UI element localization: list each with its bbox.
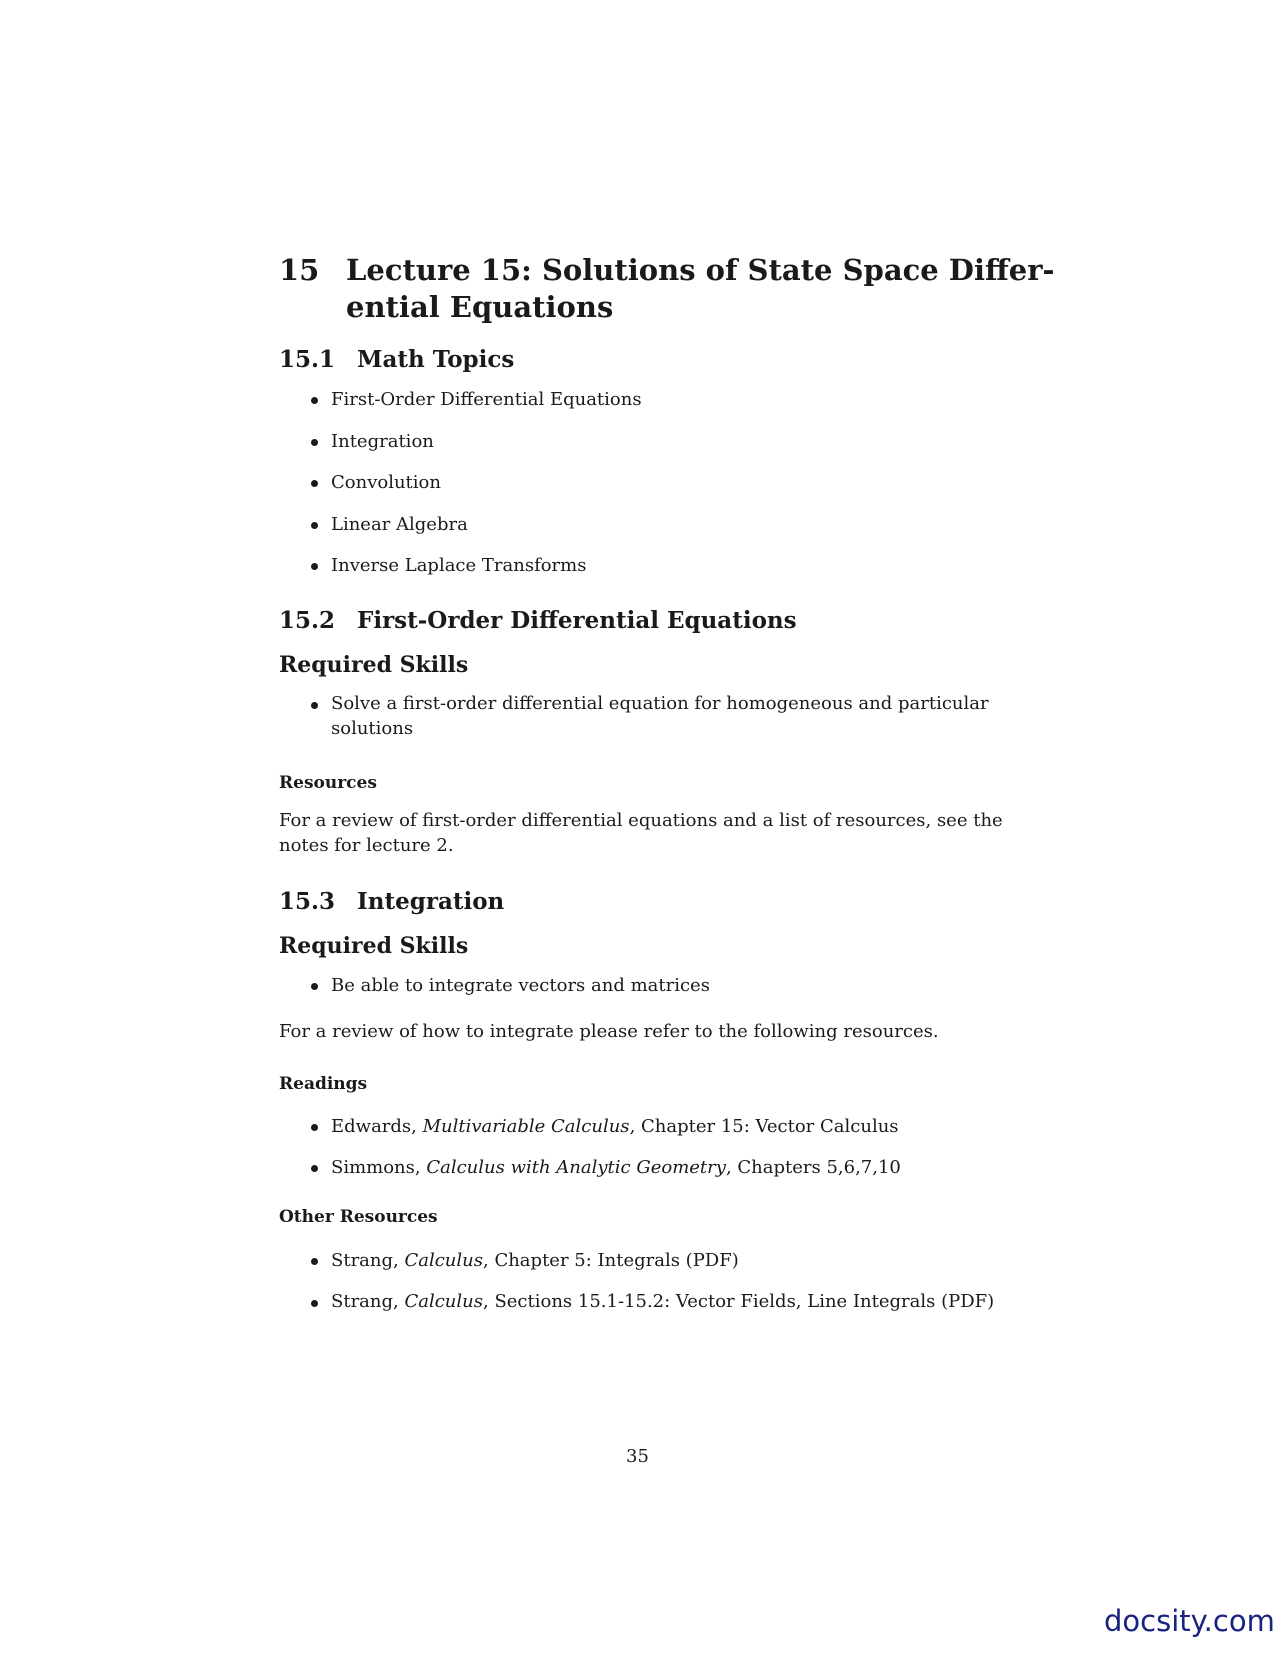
list-item: Linear Algebra bbox=[331, 514, 468, 535]
bullet-icon bbox=[311, 1165, 318, 1172]
reading-author: Edwards, bbox=[331, 1116, 423, 1137]
readings-heading: Readings bbox=[279, 1074, 368, 1094]
resource-title: Calculus bbox=[404, 1250, 483, 1271]
resource-detail: , Sections 15.1-15.2: Vector Fields, Line Integrals (PDF) bbox=[483, 1291, 995, 1312]
reading-detail: , Chapter 15: Vector Calculus bbox=[629, 1116, 899, 1137]
resources-heading: Resources bbox=[279, 773, 377, 793]
resources-paragraph-line2: notes for lecture 2. bbox=[279, 835, 454, 856]
bullet-icon bbox=[311, 1124, 318, 1131]
bullet-icon bbox=[311, 439, 318, 446]
reading-title: Multivariable Calculus bbox=[422, 1116, 630, 1137]
bullet-icon bbox=[311, 397, 318, 404]
list-item: Be able to integrate vectors and matrices bbox=[331, 975, 710, 996]
docsity-watermark[interactable]: docsity.com bbox=[1104, 1604, 1275, 1638]
section-title-math-topics: Math Topics bbox=[357, 346, 515, 373]
section-number-15-1: 15.1 bbox=[279, 346, 336, 373]
reading-item bbox=[331, 1115, 899, 1139]
page-number: 35 bbox=[626, 1446, 649, 1467]
resource-item bbox=[331, 1249, 739, 1273]
bullet-icon bbox=[311, 1300, 318, 1307]
reading-author: Simmons, bbox=[331, 1157, 427, 1178]
resource-author: Strang, bbox=[331, 1291, 405, 1312]
bullet-icon bbox=[311, 702, 318, 709]
list-item-continuation: solutions bbox=[331, 718, 414, 739]
resource-item bbox=[331, 1290, 994, 1314]
list-item: Integration bbox=[331, 431, 434, 452]
section-number-15-3: 15.3 bbox=[279, 888, 336, 915]
chapter-number: 15 bbox=[279, 253, 320, 287]
bullet-icon bbox=[311, 983, 318, 990]
bullet-icon bbox=[311, 1258, 318, 1265]
resource-title: Calculus bbox=[404, 1291, 483, 1312]
list-item: First-Order Differential Equations bbox=[331, 389, 642, 410]
section-title-integration: Integration bbox=[357, 888, 505, 915]
integration-review-paragraph: For a review of how to integrate please refer to the following resources. bbox=[279, 1021, 939, 1042]
reading-title: Calculus with Analytic Geometry bbox=[426, 1157, 726, 1178]
resource-author: Strang, bbox=[331, 1250, 405, 1271]
list-item: Convolution bbox=[331, 472, 441, 493]
bullet-icon bbox=[311, 480, 318, 487]
reading-item bbox=[331, 1156, 901, 1180]
section-title-first-order: First-Order Differential Equations bbox=[357, 607, 797, 634]
required-skills-heading: Required Skills bbox=[279, 933, 469, 959]
other-resources-heading: Other Resources bbox=[279, 1207, 438, 1227]
reading-detail: , Chapters 5,6,7,10 bbox=[725, 1157, 901, 1178]
required-skills-heading: Required Skills bbox=[279, 652, 469, 678]
list-item: Solve a first-order differential equation for homogeneous and particular bbox=[331, 693, 989, 714]
bullet-icon bbox=[311, 522, 318, 529]
bullet-icon bbox=[311, 563, 318, 570]
list-item: Inverse Laplace Transforms bbox=[331, 555, 587, 576]
section-number-15-2: 15.2 bbox=[279, 607, 336, 634]
resource-detail: , Chapter 5: Integrals (PDF) bbox=[483, 1250, 739, 1271]
chapter-title-line1: Lecture 15: Solutions of State Space Differ- bbox=[346, 253, 1055, 287]
chapter-title-line2: ential Equations bbox=[346, 290, 614, 324]
resources-paragraph-line1: For a review of first-order differential equations and a list of resources, see the bbox=[279, 810, 1003, 831]
